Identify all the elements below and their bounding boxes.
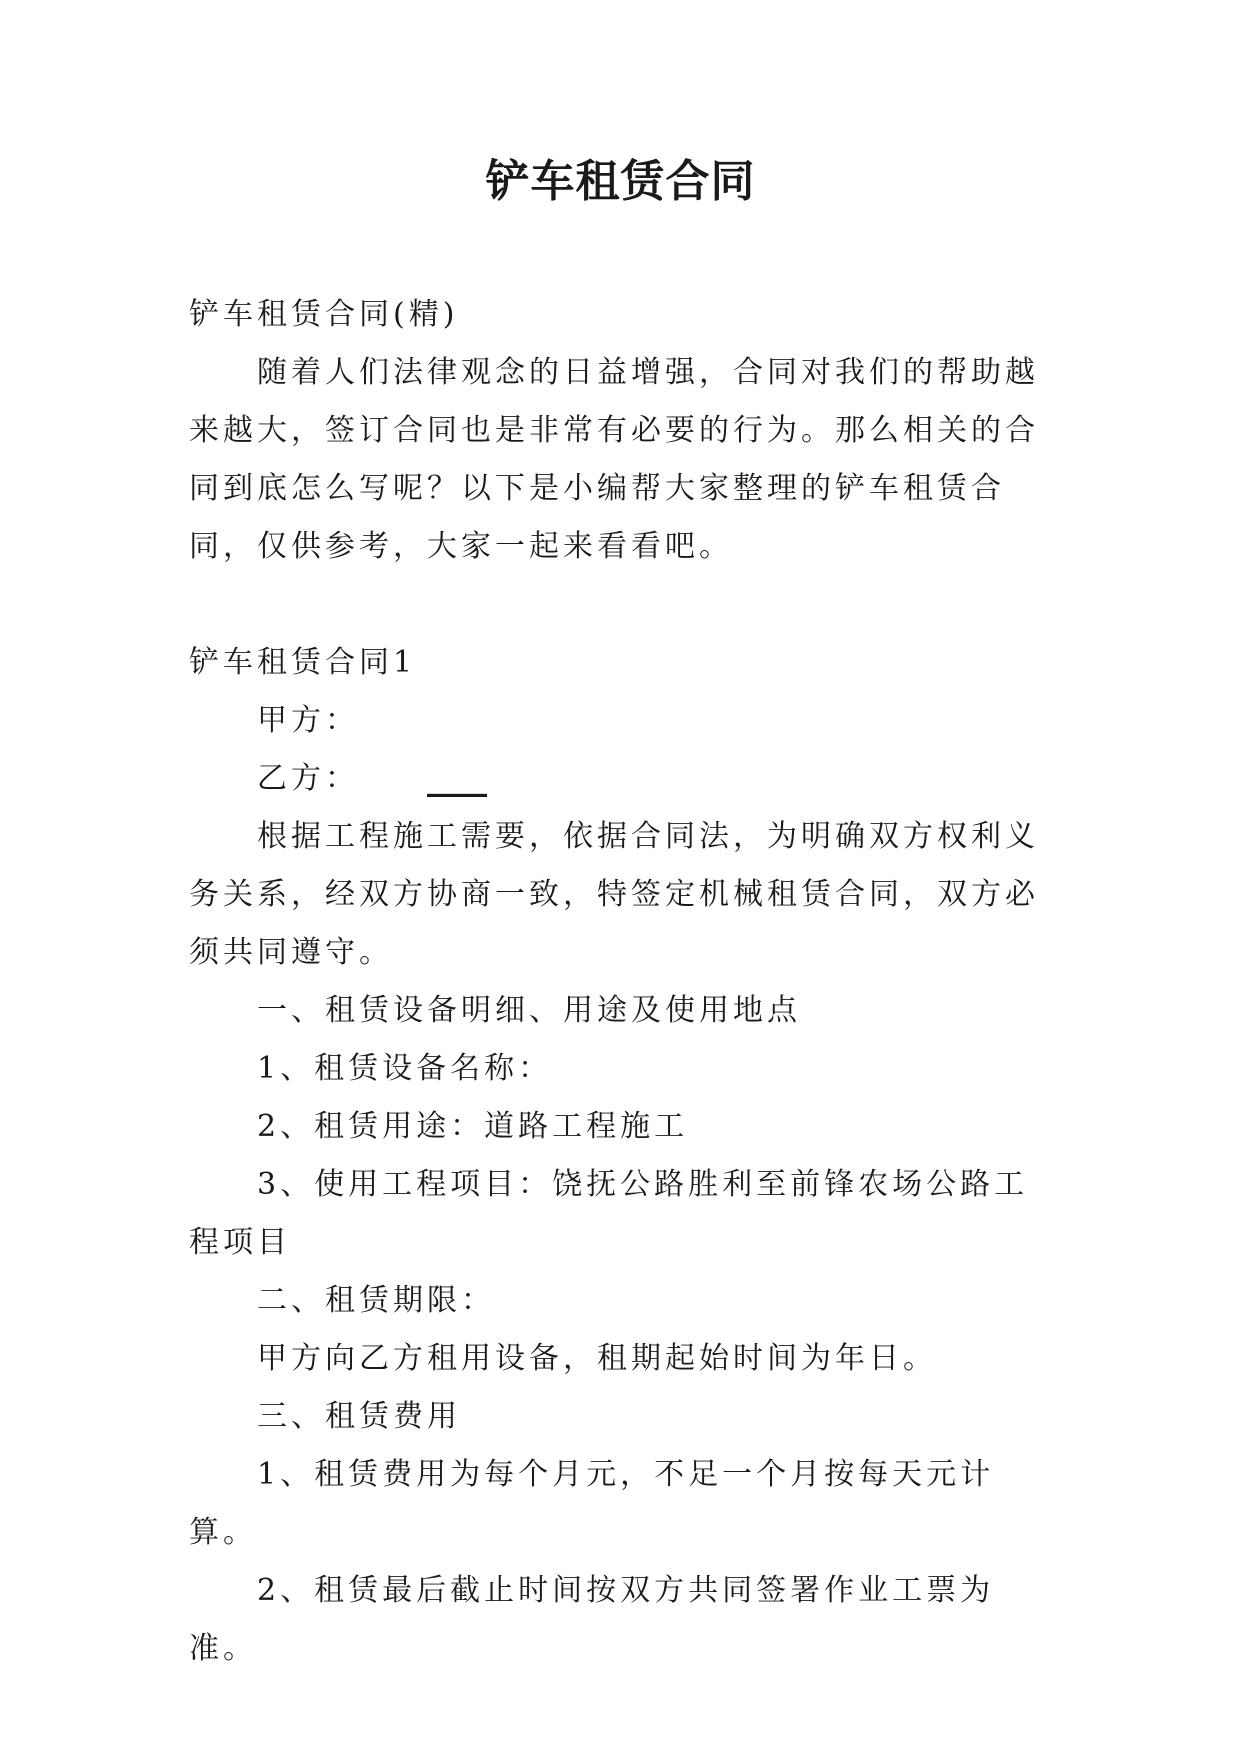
clause3-item2: 2、租赁最后截止时间按双方共同签署作业工票为准。 [189,1573,995,1666]
clause2-heading: 二、租赁期限： [257,1283,495,1318]
clause3-heading: 三、租赁费用 [257,1399,461,1434]
clause1-item2: 2、租赁用途：道路工程施工 [257,1109,689,1144]
document-title: 铲车租赁合同 [485,156,756,207]
section-heading: 铲车租赁合同1 [189,645,417,680]
party-a-label: 甲方： [257,703,359,738]
party-b-blank: ____ [427,761,487,796]
clause2-text: 甲方向乙方租用设备，租期起始时间为年日。 [257,1341,937,1376]
preamble-paragraph: 根据工程施工需要，依据合同法，为明确双方权利义务关系，经双方协商一致，特签定机械租赁合同，双方必须共同遵守。 [189,819,1039,970]
clause1-heading: 一、租赁设备明细、用途及使用地点 [257,993,801,1028]
party-b-label: 乙方： [257,761,359,796]
document-subtitle: 铲车租赁合同(精) [189,297,459,332]
party-b-line [189,750,1055,808]
clause1-item1: 1、租赁设备名称： [257,1051,553,1086]
party-a-line [189,692,1055,750]
intro-paragraph: 随着人们法律观念的日益增强，合同对我们的帮助越来越大，签订合同也是非常有必要的行为。那么相关的合同到底怎么写呢？以下是小编帮大家整理的铲车租赁合同，仅供参考，大家一起来看看吧。 [189,355,1039,564]
clause1-item3: 3、使用工程项目：饶抚公路胜利至前锋农场公路工程项目 [189,1167,1029,1260]
document-body [189,286,1055,1678]
clause3-item1: 1、租赁费用为每个月元，不足一个月按每天元计算。 [189,1457,995,1550]
